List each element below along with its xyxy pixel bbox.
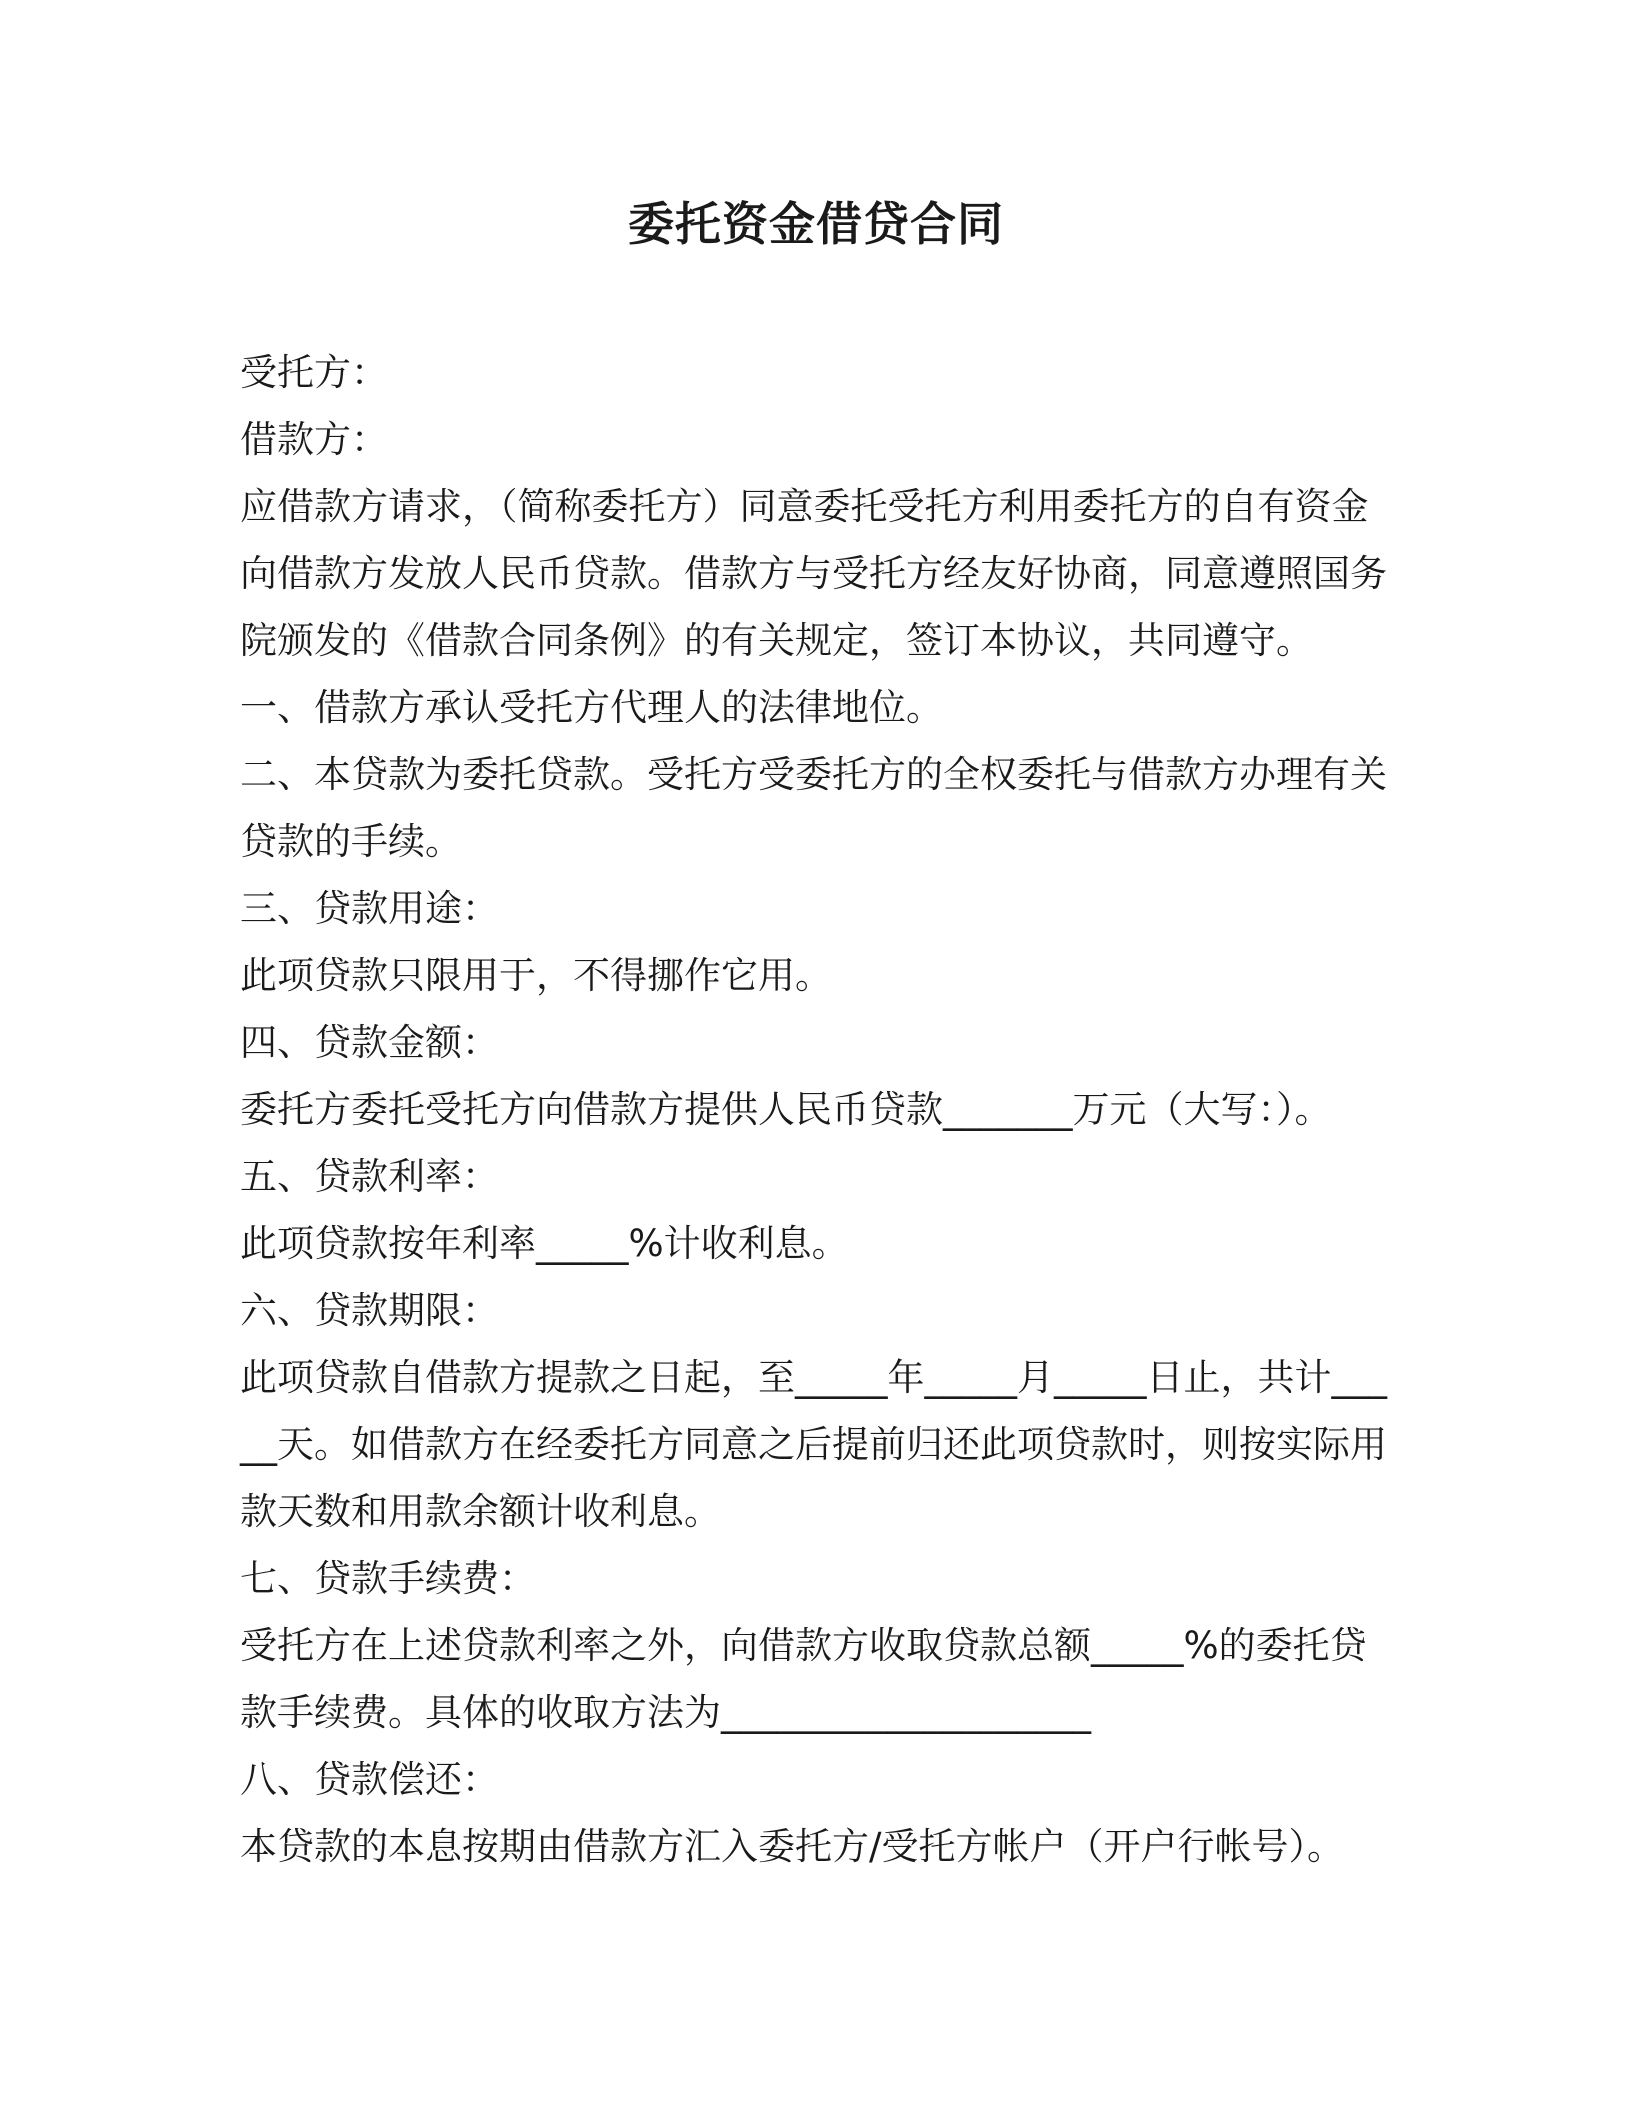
clause-6-text: 此项贷款自借款方提款之日起，至_____年_____月_____日止，共计_____天。如借款方在经委托方同意之后提前归还此项贷款时，则按实际用款天数和用款余额计收利息。 <box>240 1356 1387 1533</box>
clause-1: 一、借款方承认受托方代理人的法律地位。 <box>240 686 943 729</box>
clause-2: 二、本贷款为委托贷款。受托方受委托方的全权委托与借款方办理有关贷款的手续。 <box>240 753 1387 863</box>
clause-6-heading: 六、贷款期限： <box>240 1289 499 1332</box>
clause-4-heading: 四、贷款金额： <box>240 1021 499 1064</box>
clause-3-text: 此项贷款只限用于，不得挪作它用。 <box>240 954 832 997</box>
preamble-paragraph: 应借款方请求，（简称委托方）同意委托受托方利用委托方的自有资金向借款方发放人民币贷款。借款方与受托方经友好协商，同意遵照国务院颁发的《借款合同条例》的有关规定，签订本协议，共同遵守。 <box>240 485 1387 662</box>
clause-5-text: 此项贷款按年利率_____%计收利息。 <box>240 1222 849 1265</box>
clause-5-heading: 五、贷款利率： <box>240 1155 499 1198</box>
trustee-line: 受托方： <box>240 351 388 394</box>
clause-7-text: 受托方在上述贷款利率之外，向借款方收取贷款总额_____%的委托贷款手续费。具体的收取方法为____________________ <box>240 1624 1367 1734</box>
clause-4-text: 委托方委托受托方向借款方提供人民币贷款_______万元（大写：）。 <box>240 1088 1332 1131</box>
borrower-line: 借款方： <box>240 418 388 461</box>
clause-3-heading: 三、贷款用途： <box>240 887 499 930</box>
document-body <box>240 339 1390 1880</box>
clause-8-heading: 八、贷款偿还： <box>240 1758 499 1801</box>
clause-7-heading: 七、贷款手续费： <box>240 1557 536 1600</box>
clause-8-text: 本贷款的本息按期由借款方汇入委托方/受托方帐户（开户行帐号）。 <box>240 1825 1344 1868</box>
document-title: 委托资金借贷合同 <box>628 197 1004 251</box>
